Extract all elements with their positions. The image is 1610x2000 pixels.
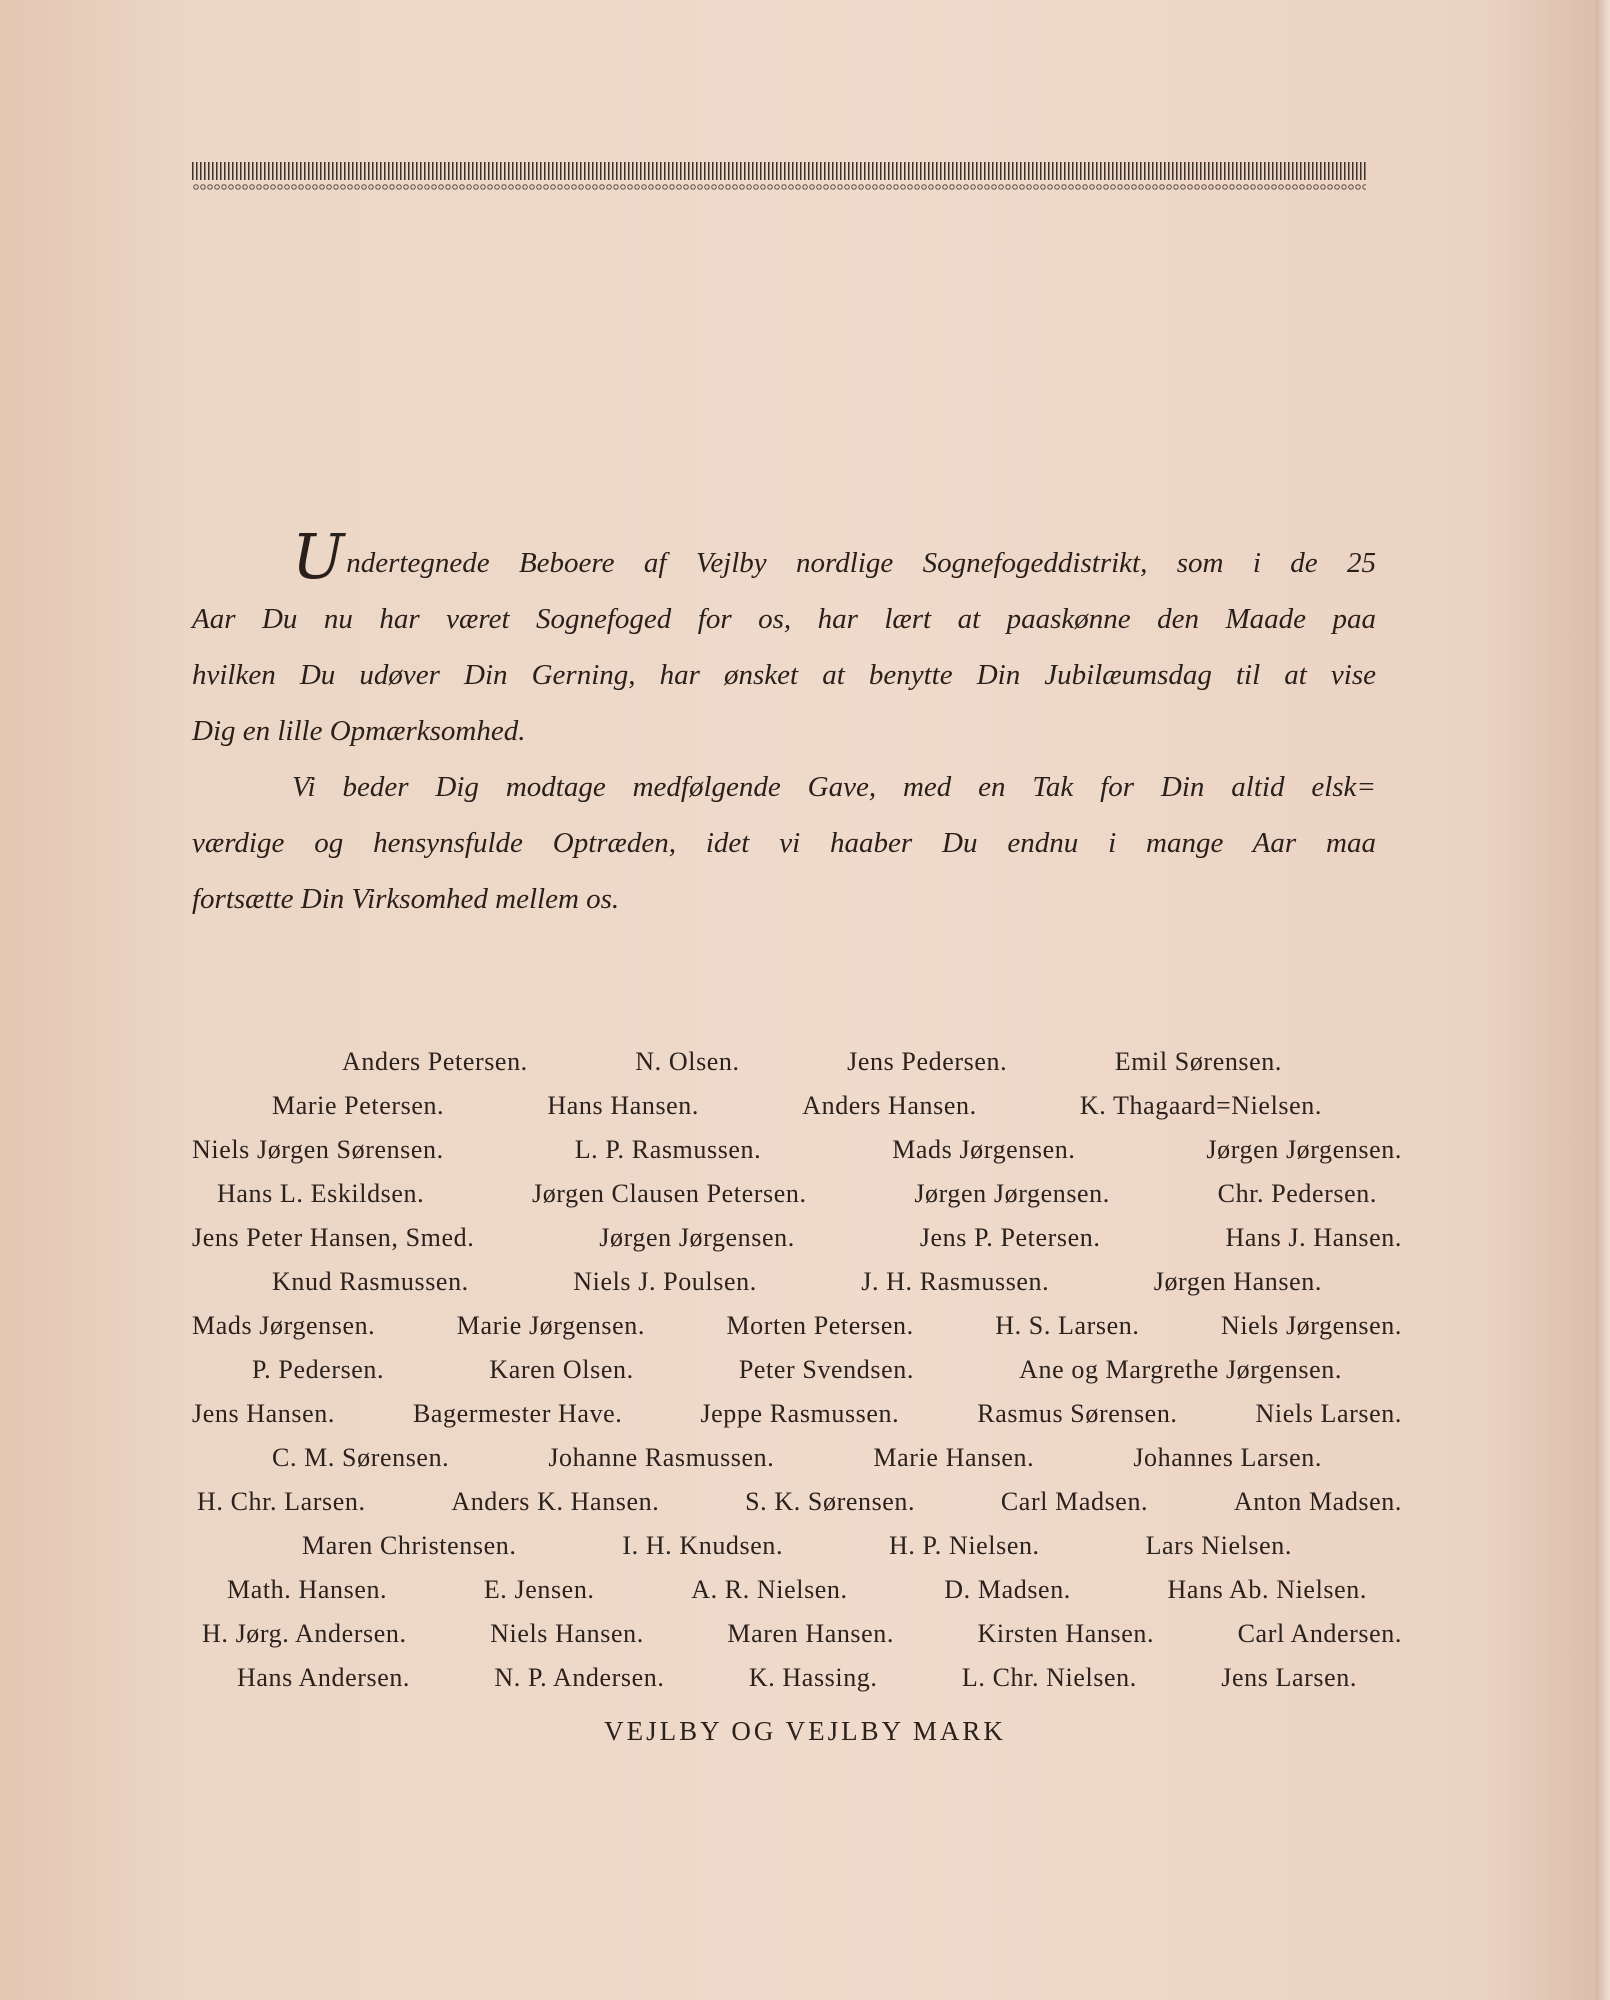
signatory-name: Bagermester Have. <box>412 1399 623 1428</box>
signatory-name: Jørgen Clausen Petersen. <box>531 1179 807 1208</box>
letter-line: ndertegnede Beboere af Vejlby nordlige Sognefogeddistrikt, som i de 25 <box>346 547 1376 579</box>
letter-line: værdige og hensynsfulde Optræden, idet vi haaber Du endnu i mange Aar maa <box>192 827 1376 859</box>
ornament-chain <box>192 183 1366 191</box>
signatory-row <box>192 1436 1402 1480</box>
ornamental-rule <box>192 162 1366 196</box>
signatory-name: Anders K. Hansen. <box>451 1487 660 1516</box>
signatory-name: Hans Ab. Nielsen. <box>1167 1575 1367 1604</box>
signatory-row <box>192 1304 1402 1348</box>
signatory-name: Jørgen Hansen. <box>1153 1267 1322 1296</box>
signatory-name: Mads Jørgensen. <box>192 1311 376 1340</box>
signatory-name: Niels Larsen. <box>1255 1399 1402 1428</box>
signatory-name: Jens Pedersen. <box>847 1047 1008 1076</box>
signatory-name: H. S. Larsen. <box>995 1311 1140 1340</box>
signatory-name: Johannes Larsen. <box>1133 1443 1322 1472</box>
signatory-name: Hans Hansen. <box>547 1091 699 1120</box>
letter-body <box>192 520 1376 927</box>
signatory-name: Carl Andersen. <box>1237 1619 1402 1648</box>
signatory-name: Johanne Rasmussen. <box>548 1443 775 1472</box>
signatory-name: Jørgen Jørgensen. <box>914 1179 1110 1208</box>
place-name: VEJLBY OG VEJLBY MARK <box>604 1716 1006 1746</box>
signatory-name: Knud Rasmussen. <box>272 1267 469 1296</box>
signatory-name: Niels J. Poulsen. <box>573 1267 757 1296</box>
signatory-name: A. R. Nielsen. <box>691 1575 848 1604</box>
signatory-row <box>192 1568 1402 1612</box>
signatory-name: Maren Christensen. <box>302 1531 517 1560</box>
signatory-name: Jens P. Petersen. <box>919 1223 1101 1252</box>
letter-line: hvilken Du udøver Din Gerning, har ønsket at benytte Din Jubilæumsdag til at vise <box>192 659 1376 691</box>
signatory-name: P. Pedersen. <box>252 1355 385 1384</box>
signatory-name: Anton Madsen. <box>1233 1487 1402 1516</box>
signatory-row <box>192 1524 1402 1568</box>
signatory-name: Math. Hansen. <box>227 1575 388 1604</box>
signatory-name: K. Thagaard=Nielsen. <box>1079 1091 1322 1120</box>
signatory-name: Kirsten Hansen. <box>977 1619 1155 1648</box>
signatory-name: H. P. Nielsen. <box>888 1531 1040 1560</box>
signatory-name: Marie Jørgensen. <box>456 1311 645 1340</box>
signatory-name: H. Jørg. Andersen. <box>202 1619 407 1648</box>
signatory-name: Niels Jørgen Sørensen. <box>192 1135 444 1164</box>
signatory-name: Hans Andersen. <box>237 1663 411 1692</box>
signatory-row <box>192 1172 1402 1216</box>
signatory-list <box>192 1040 1402 1700</box>
signatory-name: N. Olsen. <box>635 1047 740 1076</box>
letter-line: fortsætte Din Virksomhed mellem os. <box>192 883 620 915</box>
paragraph-1 <box>192 520 1376 759</box>
signatory-name: Maren Hansen. <box>727 1619 894 1648</box>
signatory-name: N. P. Andersen. <box>494 1663 665 1692</box>
signatory-name: S. K. Sørensen. <box>745 1487 916 1516</box>
signatory-row <box>192 1656 1402 1700</box>
letter-line: Dig en lille Opmærksomhed. <box>192 715 526 747</box>
signatory-name: D. Madsen. <box>944 1575 1071 1604</box>
signatory-name: Niels Jørgensen. <box>1220 1311 1402 1340</box>
signatory-row <box>192 1260 1402 1304</box>
signatory-name: Jørgen Jørgensen. <box>1206 1135 1402 1164</box>
signatory-row <box>192 1216 1402 1260</box>
signatory-name: Anders Petersen. <box>342 1047 528 1076</box>
signatory-name: C. M. Sørensen. <box>272 1443 450 1472</box>
signatory-name: L. Chr. Nielsen. <box>961 1663 1137 1692</box>
ornament-bars <box>192 162 1366 180</box>
signatory-name: Hans J. Hansen. <box>1225 1223 1402 1252</box>
signatory-row <box>192 1084 1402 1128</box>
signatory-name: Carl Madsen. <box>1000 1487 1149 1516</box>
signatory-name: Jørgen Jørgensen. <box>599 1223 795 1252</box>
signatory-name: Rasmus Sørensen. <box>977 1399 1178 1428</box>
signatory-name: Marie Petersen. <box>272 1091 445 1120</box>
signatory-name: Lars Nielsen. <box>1145 1531 1292 1560</box>
signatory-name: H. Chr. Larsen. <box>197 1487 366 1516</box>
letter-line: Aar Du nu har været Sognefoged for os, har lært at paaskønne den Maade paa <box>192 603 1376 635</box>
signatory-name: Hans L. Eskildsen. <box>217 1179 425 1208</box>
signatory-name: Peter Svendsen. <box>738 1355 914 1384</box>
signatory-row <box>192 1392 1402 1436</box>
signatory-name: Ane og Margrethe Jørgensen. <box>1019 1355 1342 1384</box>
signatory-name: Marie Hansen. <box>873 1443 1035 1472</box>
signatory-name: Morten Petersen. <box>726 1311 914 1340</box>
signatory-name: J. H. Rasmussen. <box>861 1267 1050 1296</box>
signatory-row <box>192 1128 1402 1172</box>
signatory-row <box>192 1480 1402 1524</box>
paragraph-2 <box>192 759 1376 927</box>
signatory-name: Jens Hansen. <box>192 1399 335 1428</box>
signatory-name: Chr. Pedersen. <box>1217 1179 1377 1208</box>
signatory-name: Jens Larsen. <box>1221 1663 1357 1692</box>
signatory-name: K. Hassing. <box>748 1663 878 1692</box>
signatory-name: Jens Peter Hansen, Smed. <box>192 1223 475 1252</box>
signatory-row <box>192 1040 1402 1084</box>
signatory-row <box>192 1612 1402 1656</box>
signatory-name: Anders Hansen. <box>802 1091 977 1120</box>
signatory-name: Niels Hansen. <box>490 1619 644 1648</box>
signatory-row <box>192 1348 1402 1392</box>
signatory-name: Karen Olsen. <box>489 1355 634 1384</box>
signatory-name: E. Jensen. <box>483 1575 595 1604</box>
letter-line: Vi beder Dig modtage medfølgende Gave, med en Tak for Din altid elsk= <box>292 771 1376 803</box>
drop-cap: U <box>292 520 345 593</box>
signatory-name: L. P. Rasmussen. <box>574 1135 762 1164</box>
signatory-name: Emil Sørensen. <box>1114 1047 1282 1076</box>
signatory-name: Jeppe Rasmussen. <box>700 1399 900 1428</box>
signatory-name: I. H. Knudsen. <box>622 1531 784 1560</box>
page-edge <box>1596 0 1610 2000</box>
signatory-name: Mads Jørgensen. <box>892 1135 1076 1164</box>
